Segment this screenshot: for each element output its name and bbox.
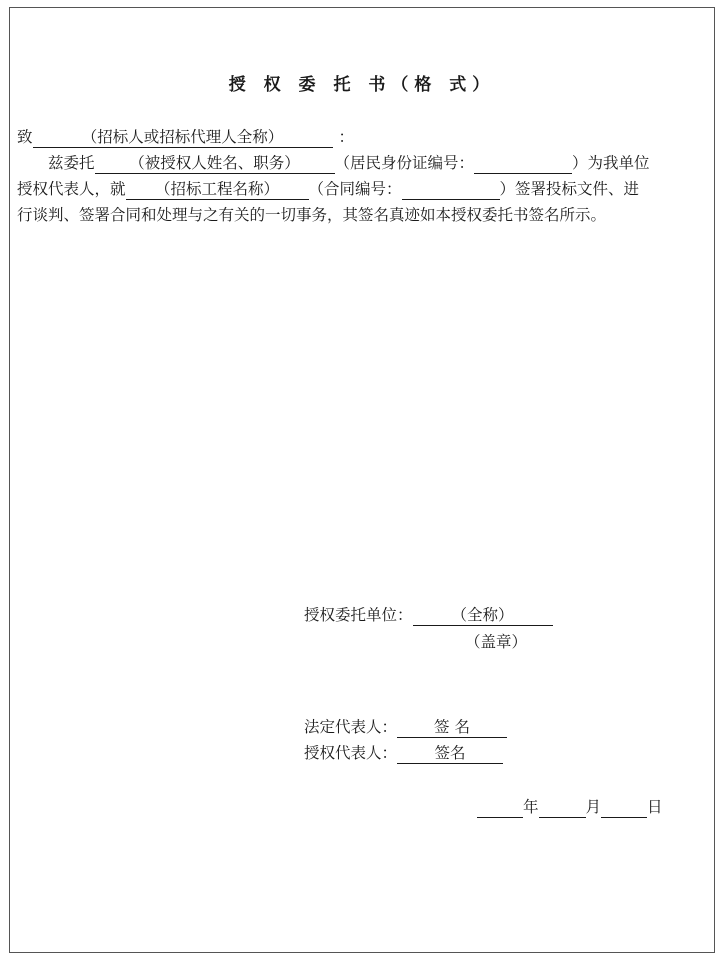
unit-blank: （全称）: [413, 605, 553, 626]
paragraph-line-2: [17, 176, 709, 202]
document-page: [9, 7, 715, 953]
unit-label: 授权委托单位：: [304, 606, 413, 624]
date-line: [477, 796, 663, 818]
paragraph-text: （居民身份证编号：: [334, 154, 475, 172]
legal-rep-label: 法定代表人：: [304, 718, 398, 736]
unit-line: [304, 604, 553, 626]
legal-rep-line: [304, 716, 507, 738]
paragraph-line-3: 行谈判、签署合同和处理与之有关的一切事务，其签名真迹如本授权委托书签名所示。: [17, 206, 607, 224]
document-title: 授 权 委 托 书（格 式）: [228, 75, 496, 95]
project-name-blank: （招标工程名称）: [126, 179, 309, 200]
day-label: 日: [647, 798, 663, 816]
addressee-suffix: ：: [338, 128, 355, 146]
paragraph-text: ）为我单位: [572, 154, 650, 172]
id-number-blank: [474, 153, 572, 174]
paragraph-text: 兹委托: [48, 154, 95, 172]
paragraph-line-1: [17, 150, 709, 176]
addressee-prefix: 致: [17, 128, 33, 146]
year-label: 年: [523, 798, 539, 816]
addressee-blank: （招标人或招标代理人全称）: [33, 127, 333, 148]
year-blank: [477, 797, 523, 818]
day-blank: [601, 797, 647, 818]
paragraph-text: 授权代表人，就: [17, 180, 126, 198]
addressee-line: [17, 124, 709, 150]
auth-rep-signature-blank: 签名: [397, 743, 503, 764]
contract-number-blank: [402, 179, 500, 200]
paragraph-text: （合同编号：: [308, 180, 402, 198]
seal-label: （盖章）: [465, 633, 528, 651]
month-blank: [539, 797, 586, 818]
paragraph-text: ）签署投标文件、进: [499, 180, 640, 198]
auth-rep-label: 授权代表人：: [304, 744, 398, 762]
auth-rep-line: [304, 742, 503, 764]
month-label: 月: [585, 798, 602, 816]
legal-rep-signature-blank: 签 名: [397, 717, 507, 738]
agent-name-blank: （被授权人姓名、职务）: [95, 153, 335, 174]
authorization-paragraph: [17, 150, 709, 228]
